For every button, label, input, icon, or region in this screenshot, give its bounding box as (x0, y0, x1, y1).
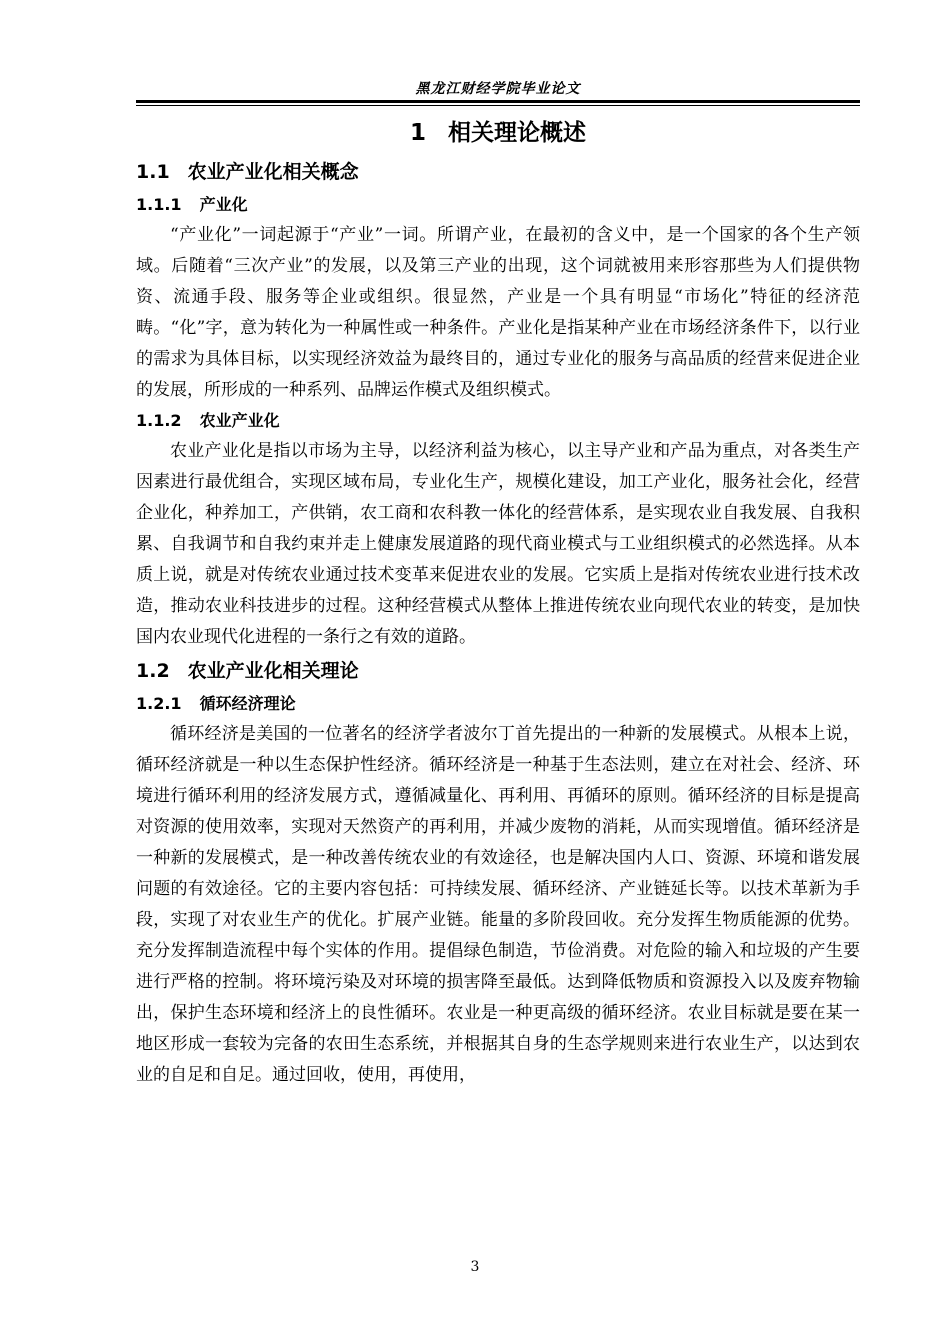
page-number: 3 (470, 1259, 480, 1275)
section-number: 1.1 (136, 161, 170, 183)
chapter-title-text: 相关理论概述 (448, 120, 586, 146)
subsection-number: 1.1.1 (136, 195, 182, 214)
subsection-title: 农业产业化 (199, 411, 280, 430)
subsection-number: 1.1.2 (136, 411, 182, 430)
subsection-heading-1-1-2 (136, 406, 860, 436)
chapter-title (136, 112, 860, 154)
subsection-number: 1.2.1 (136, 694, 182, 713)
section-heading-1-2 (136, 653, 860, 689)
header-rule-thin (136, 105, 860, 106)
subsection-heading-1-1-1 (136, 190, 860, 220)
subsection-title: 产业化 (199, 195, 248, 214)
header-rule-thick (136, 100, 860, 103)
chapter-number: 1 (409, 120, 426, 146)
subsection-title: 循环经济理论 (199, 694, 296, 713)
section-number: 1.2 (136, 660, 170, 682)
section-title: 农业产业化相关理论 (187, 660, 359, 682)
paragraph-industrialization: “产业化”一词起源于“产业”一词。所谓产业，在最初的含义中，是一个国家的各个生产领域。后随着“三次产业”的发展，以及第三产业的出现，这个词就被用来形容那些为人们提供物资、流通手段、服务等企业或组织。很显然，产业是一个具有明显“市场化”特征的经济范畴。“化”字，意为转化为一种属性或一种条件。产业化是指某种产业在市场经济条件下，以行业的需求为具体目标，以实现经济效益为最终目的，通过专业化的服务与高品质的经营来促进企业的发展，所形成的一种系列、品牌运作模式及组织模式。 (136, 225, 860, 400)
section-title: 农业产业化相关概念 (187, 161, 359, 183)
running-header: 黑龙江财经学院毕业论文 (415, 81, 581, 97)
subsection-heading-1-2-1 (136, 689, 860, 719)
page-content (136, 112, 860, 1091)
paragraph-circular-economy: 循环经济是美国的一位著名的经济学者波尔丁首先提出的一种新的发展模式。从根本上说，循环经济就是一种以生态保护性经济。循环经济是一种基于生态法则，建立在对社会、经济、环境进行循环利用的经济发展方式，遵循减量化、再利用、再循环的原则。循环经济的目标是提高对资源的使用效率，实现对天然资产的再利用，并减少废物的消耗，从而实现增值。循环经济是一种新的发展模式，是一种改善传统农业的有效途径，也是解决国内人口、资源、环境和谐发展问题的有效途径。它的主要内容包括：可持续发展、循环经济、产业链延长等。以技术革新为手段，实现了对农业生产的优化。扩展产业链。能量的多阶段回收。充分发挥生物质能源的优势。充分发挥制造流程中每个实体的作用。提倡绿色制造，节俭消费。对危险的输入和垃圾的产生要进行严格的控制。将环境污染及对环境的损害降至最低。达到降低物质和资源投入以及废弃物输出，保护生态环境和经济上的良性循环。农业是一种更高级的循环经济。农业目标就是要在某一地区形成一套较为完备的农田生态系统，并根据其自身的生态学规则来进行农业生产，以达到农业的自足和自足。通过回收，使用，再使用， (136, 724, 860, 1085)
section-heading-1-1 (136, 154, 860, 190)
paragraph-agricultural-industrialization: 农业产业化是指以市场为主导，以经济利益为核心，以主导产业和产品为重点，对各类生产因素进行最优组合，实现区域布局，专业化生产，规模化建设，加工产业化，服务社会化，经营企业化，种养加工，产供销，农工商和农科教一体化的经营体系，是实现农业自我发展、自我积累、自我调节和自我约束并走上健康发展道路的现代商业模式与工业组织模式的必然选择。从本质上说，就是对传统农业通过技术变革来促进农业的发展。它实质上是指对传统农业进行技术改造，推动农业科技进步的过程。这种经营模式从整体上推进传统农业向现代农业的转变，是加快国内农业现代化进程的一条行之有效的道路。 (136, 441, 860, 647)
